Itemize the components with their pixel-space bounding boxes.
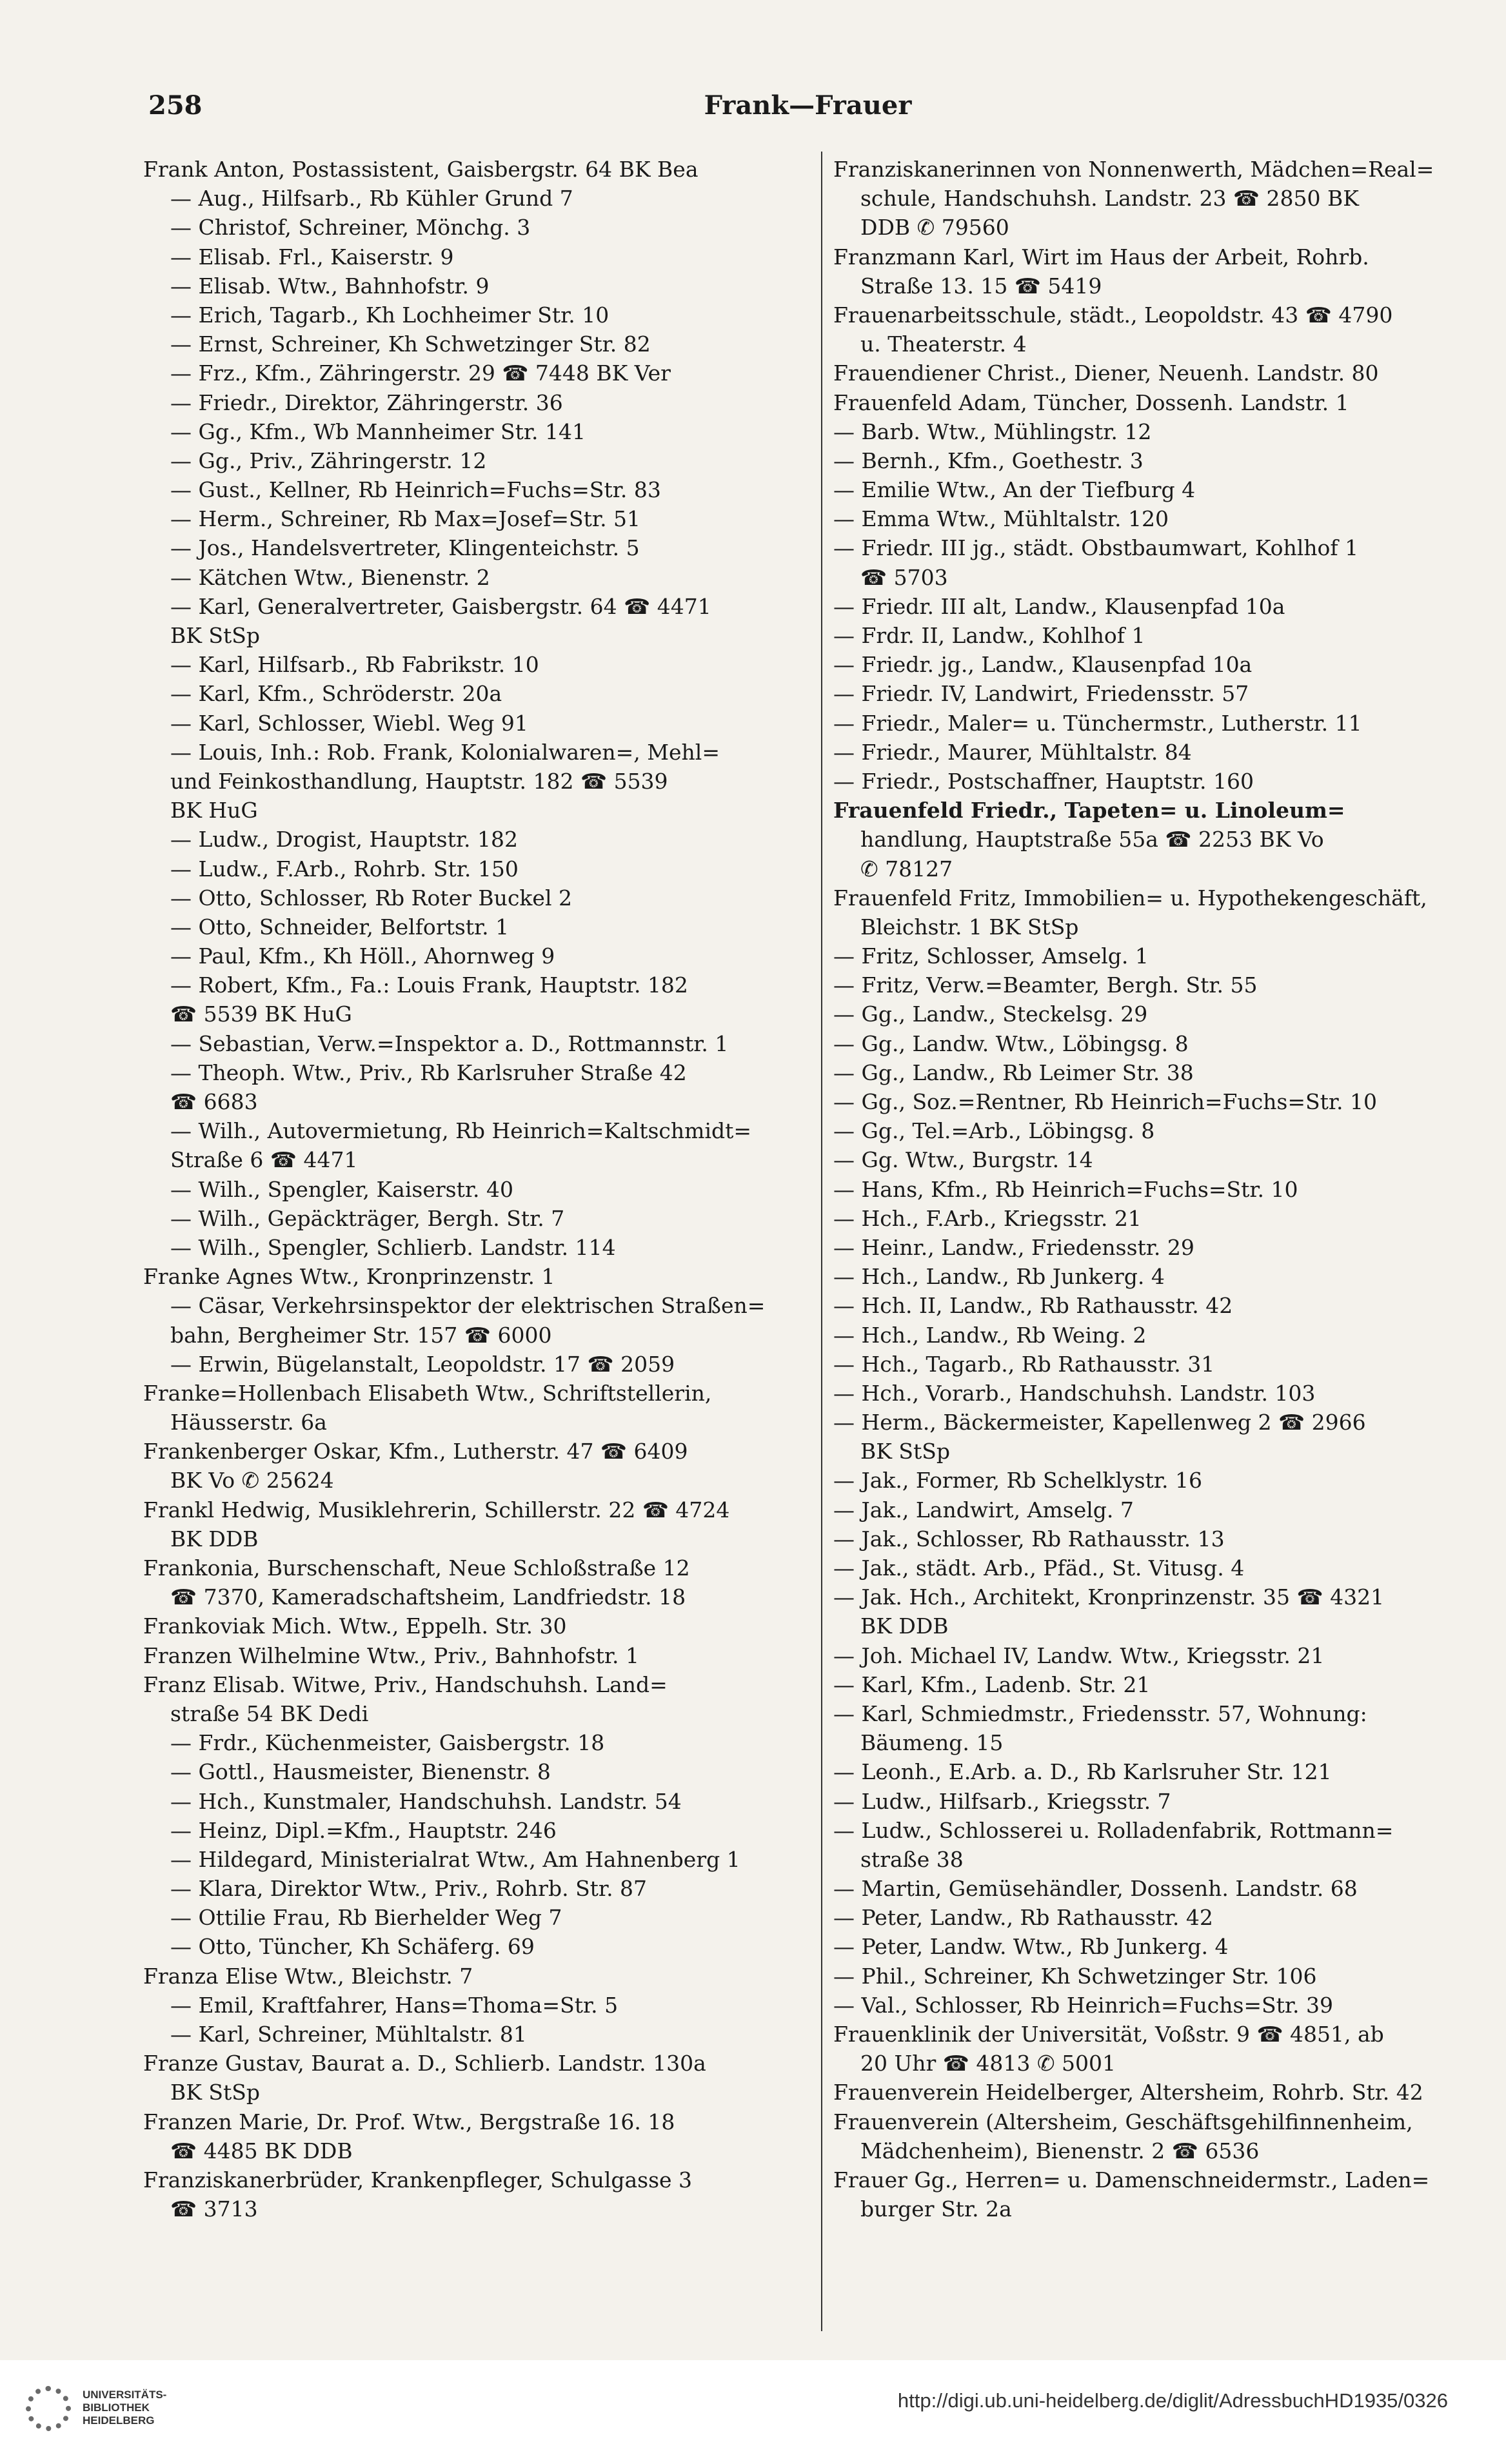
directory-entry-line: — Gust., Kellner, Rb Heinrich=Fuchs=Str. 83	[170, 477, 661, 503]
page-number: 258	[148, 90, 203, 121]
directory-entry-line: — Paul, Kfm., Kh Höll., Ahornweg 9	[170, 943, 555, 969]
directory-entry-line: Franzen Wilhelmine Wtw., Priv., Bahnhofstr. 1	[143, 1642, 639, 1668]
directory-entry-line: — Gg., Landw., Rb Leimer Str. 38	[833, 1060, 1194, 1085]
directory-entry-line: — Gg., Landw., Steckelsg. 29	[833, 1001, 1148, 1027]
directory-entry-line: — Louis, Inh.: Rob. Frank, Kolonialwaren=, Mehl=	[170, 739, 720, 765]
source-url-link[interactable]: http://digi.ub.uni-heidelberg.de/diglit/AdressbuchHD1935/0326	[897, 2389, 1448, 2412]
directory-entry-line: Frauendiener Christ., Diener, Neuenh. Landstr. 80	[833, 360, 1379, 386]
directory-entry-line: straße 54 BK Dedi	[170, 1700, 369, 1726]
directory-entry-line: — Jak., Schlosser, Rb Rathausstr. 13	[833, 1526, 1225, 1552]
directory-entry-line: Frankoviak Mich. Wtw., Eppelh. Str. 30	[143, 1613, 567, 1639]
directory-entry-line: — Elisab. Wtw., Bahnhofstr. 9	[170, 273, 490, 299]
directory-entry-line: — Heinz, Dipl.=Kfm., Hauptstr. 246	[170, 1817, 557, 1843]
directory-entry-line: Franzmann Karl, Wirt im Haus der Arbeit, Rohrb.	[833, 244, 1369, 270]
directory-entry-line: Frauenverein Heidelberger, Altersheim, Rohrb. Str. 42	[833, 2080, 1423, 2105]
directory-entry-line: — Fritz, Schlosser, Amselg. 1	[833, 943, 1149, 969]
directory-entry-line: — Karl, Kfm., Ladenb. Str. 21	[833, 1671, 1151, 1697]
directory-entry-line: — Karl, Schlosser, Wiebl. Weg 91	[170, 710, 528, 736]
directory-entry-line: Straße 13. 15 ☎ 5419	[860, 273, 1102, 299]
directory-entry-line: — Fritz, Verw.=Beamter, Bergh. Str. 55	[833, 972, 1258, 998]
directory-entry-line: — Jak. Hch., Architekt, Kronprinzenstr. 35 ☎ 4321	[833, 1584, 1385, 1610]
directory-entry-line: — Ludw., F.Arb., Rohrb. Str. 150	[170, 856, 519, 882]
directory-entry-line: schule, Handschuhsh. Landstr. 23 ☎ 2850 BK	[860, 186, 1359, 212]
directory-entry-line: — Gg., Landw. Wtw., Löbingsg. 8	[833, 1030, 1189, 1056]
directory-entry-line: — Sebastian, Verw.=Inspektor a. D., Rottmannstr. 1	[170, 1030, 729, 1056]
directory-entry-line: — Klara, Direktor Wtw., Priv., Rohrb. Str. 87	[170, 1876, 648, 1902]
directory-entry-line: ☎ 7370, Kameradschaftsheim, Landfriedstr. 18	[170, 1584, 686, 1610]
directory-entry-line: — Otto, Schneider, Belfortstr. 1	[170, 914, 510, 940]
directory-entry-line: — Christof, Schreiner, Mönchg. 3	[170, 215, 531, 241]
directory-entry-line: — Ludw., Schlosserei u. Rolladenfabrik, Rottmann=	[833, 1817, 1394, 1843]
directory-entry-line: — Jak., Landwirt, Amselg. 7	[833, 1497, 1134, 1523]
directory-entry-line: — Joh. Michael IV, Landw. Wtw., Kriegsstr. 21	[833, 1642, 1325, 1668]
directory-entry-line: — Emilie Wtw., An der Tiefburg 4	[833, 477, 1196, 503]
directory-entry-line: Frankl Hedwig, Musiklehrerin, Schillerstr. 22 ☎ 4724	[143, 1497, 730, 1523]
directory-entry-line: — Gg., Kfm., Wb Mannheimer Str. 141	[170, 419, 586, 444]
directory-entry-line: — Leonh., E.Arb. a. D., Rb Karlsruher Str. 121	[833, 1759, 1332, 1785]
directory-entry-line: — Elisab. Frl., Kaiserstr. 9	[170, 244, 454, 270]
directory-entry-line: Frauenklinik der Universität, Voßstr. 9 ☎ 4851, ab	[833, 2022, 1384, 2047]
directory-entry-line: — Gottl., Hausmeister, Bienenstr. 8	[170, 1759, 551, 1785]
directory-entry-line: — Hans, Kfm., Rb Heinrich=Fuchs=Str. 10	[833, 1176, 1298, 1202]
directory-entry-line: — Erich, Tagarb., Kh Lochheimer Str. 10	[170, 302, 609, 328]
directory-entry-line: Bleichstr. 1 BK StSp	[860, 914, 1079, 940]
left-column	[143, 155, 811, 2223]
directory-entry-line: BK DDB	[170, 1526, 259, 1552]
directory-entry-line: ☎ 6683	[170, 1089, 258, 1114]
library-logo-text	[83, 2389, 166, 2427]
directory-entry-line: — Aug., Hilfsarb., Rb Kühler Grund 7	[170, 186, 573, 212]
directory-entry-line: Franza Elise Wtw., Bleichstr. 7	[143, 1963, 473, 1989]
directory-entry-line: — Karl, Kfm., Schröderstr. 20a	[170, 681, 502, 707]
directory-entry-line: — Gg., Priv., Zähringerstr. 12	[170, 448, 487, 473]
directory-entry-line: Frauer Gg., Herren= u. Damenschneidermstr., Laden=	[833, 2167, 1430, 2193]
directory-entry-line: — Herm., Schreiner, Rb Max=Josef=Str. 51	[170, 506, 641, 532]
directory-entry-line: — Karl, Hilfsarb., Rb Fabrikstr. 10	[170, 652, 539, 678]
directory-entry-line: — Kätchen Wtw., Bienenstr. 2	[170, 564, 490, 590]
page-header	[148, 90, 1467, 129]
directory-entry-line: BK DDB	[860, 1613, 949, 1639]
directory-entry-line: Franz Elisab. Witwe, Priv., Handschuhsh. Land=	[143, 1671, 668, 1697]
directory-entry-line: — Gg., Soz.=Rentner, Rb Heinrich=Fuchs=Str. 10	[833, 1089, 1377, 1114]
directory-entry-line: — Hch., F.Arb., Kriegsstr. 21	[833, 1205, 1142, 1231]
directory-entry-line: Mädchenheim), Bienenstr. 2 ☎ 6536	[860, 2138, 1260, 2163]
directory-entry-line: — Cäsar, Verkehrsinspektor der elektrischen Straßen=	[170, 1293, 766, 1319]
directory-entry-line: Häusserstr. 6a	[170, 1410, 327, 1435]
directory-entry-line: — Ernst, Schreiner, Kh Schwetzinger Str. 82	[170, 331, 651, 357]
directory-entry-line: — Phil., Schreiner, Kh Schwetzinger Str. 106	[833, 1963, 1317, 1989]
directory-entry-line: — Wilh., Spengler, Schlierb. Landstr. 114	[170, 1234, 616, 1260]
directory-entry-line: handlung, Hauptstraße 55a ☎ 2253 BK Vo	[860, 827, 1324, 853]
logo-line: HEIDELBERG	[83, 2414, 155, 2427]
directory-entry-line: ☎ 4485 BK DDB	[170, 2138, 353, 2163]
directory-entry-line: — Herm., Bäckermeister, Kapellenweg 2 ☎ 2966	[833, 1410, 1366, 1435]
directory-entry-line: Franziskanerbrüder, Krankenpfleger, Schulgasse 3	[143, 2167, 693, 2193]
directory-entry-line: straße 38	[860, 1846, 964, 1872]
directory-entry-line: Bäumeng. 15	[860, 1730, 1004, 1756]
directory-entry-line: — Peter, Landw. Wtw., Rb Junkerg. 4	[833, 1934, 1229, 1960]
directory-entry-line: — Gg., Tel.=Arb., Löbingsg. 8	[833, 1118, 1155, 1144]
directory-entry-line: Frauenverein (Altersheim, Geschäftsgehilfinnenheim,	[833, 2109, 1413, 2134]
directory-entry-line: 20 Uhr ☎ 4813 ✆ 5001	[860, 2051, 1116, 2076]
directory-entry-line: — Karl, Schreiner, Mühltalstr. 81	[170, 2022, 527, 2047]
directory-entry-line: — Friedr., Maurer, Mühltalstr. 84	[833, 739, 1192, 765]
directory-entry-line: — Erwin, Bügelanstalt, Leopoldstr. 17 ☎ 2059	[170, 1351, 675, 1377]
directory-entry-line: — Otto, Tüncher, Kh Schäferg. 69	[170, 1934, 535, 1960]
directory-entry-line: DDB ✆ 79560	[860, 215, 1009, 241]
directory-entry-line: — Wilh., Spengler, Kaiserstr. 40	[170, 1176, 513, 1202]
directory-entry-line: BK Vo ✆ 25624	[170, 1468, 334, 1493]
directory-entry-line: Franke Agnes Wtw., Kronprinzenstr. 1	[143, 1264, 555, 1290]
directory-entry-line: bahn, Bergheimer Str. 157 ☎ 6000	[170, 1322, 552, 1348]
right-column	[833, 155, 1485, 2223]
directory-entry-line: — Barb. Wtw., Mühlingstr. 12	[833, 419, 1152, 444]
directory-entry-line: — Hch., Landw., Rb Junkerg. 4	[833, 1264, 1165, 1290]
directory-entry-line: Straße 6 ☎ 4471	[170, 1147, 358, 1173]
directory-entry-line: u. Theaterstr. 4	[860, 331, 1027, 357]
directory-entry-line: ☎ 5703	[860, 564, 948, 590]
directory-entry-line: — Frz., Kfm., Zähringerstr. 29 ☎ 7448 BK Ver	[170, 360, 671, 386]
directory-entry-line: ☎ 5539 BK HuG	[170, 1001, 352, 1027]
directory-entry-line: burger Str. 2a	[860, 2196, 1012, 2222]
directory-entry-line: — Hch., Vorarb., Handschuhsh. Landstr. 103	[833, 1380, 1316, 1406]
directory-entry-line: — Karl, Generalvertreter, Gaisbergstr. 64 ☎ 4471	[170, 593, 711, 619]
directory-entry-line: — Wilh., Autovermietung, Rb Heinrich=Kaltschmidt=	[170, 1118, 752, 1144]
directory-entry-line: — Friedr. IV, Landwirt, Friedensstr. 57	[833, 681, 1249, 707]
library-seal-icon	[26, 2386, 71, 2431]
directory-entry-line: BK StSp	[170, 623, 260, 648]
directory-entry-line: — Karl, Schmiedmstr., Friedensstr. 57, Wohnung:	[833, 1700, 1367, 1726]
directory-entry-line: Frauenfeld Friedr., Tapeten= u. Linoleum=	[833, 798, 1345, 823]
directory-entry-line: — Friedr. jg., Landw., Klausenpfad 10a	[833, 652, 1253, 678]
directory-entry-line: — Friedr. III jg., städt. Obstbaumwart, Kohlhof 1	[833, 535, 1359, 561]
directory-entry-line: — Theoph. Wtw., Priv., Rb Karlsruher Straße 42	[170, 1060, 687, 1085]
directory-entry-line: — Friedr. III alt, Landw., Klausenpfad 10a	[833, 593, 1285, 619]
directory-entry-line: — Robert, Kfm., Fa.: Louis Frank, Hauptstr. 182	[170, 972, 688, 998]
directory-entry-line: — Emil, Kraftfahrer, Hans=Thoma=Str. 5	[170, 1992, 619, 2018]
directory-entry-line: — Hildegard, Ministerialrat Wtw., Am Hahnenberg 1	[170, 1846, 740, 1872]
directory-entry-line: und Feinkosthandlung, Hauptstr. 182 ☎ 5539	[170, 768, 668, 794]
directory-entry-line: Frauenarbeitsschule, städt., Leopoldstr. 43 ☎ 4790	[833, 302, 1393, 328]
directory-entry-line: Franziskanerinnen von Nonnenwerth, Mädchen=Real=	[833, 157, 1434, 182]
directory-entry-line: Frauenfeld Fritz, Immobilien= u. Hypothekengeschäft,	[833, 885, 1427, 911]
directory-entry-line: Franze Gustav, Baurat a. D., Schlierb. Landstr. 130a	[143, 2051, 706, 2076]
directory-entry-line: BK StSp	[170, 2080, 260, 2105]
directory-entry-line: — Frdr., Küchenmeister, Gaisbergstr. 18	[170, 1730, 605, 1756]
directory-entry-line: — Friedr., Maler= u. Tünchermstr., Lutherstr. 11	[833, 710, 1362, 736]
logo-line: BIBLIOTHEK	[83, 2401, 150, 2414]
directory-entry-line: — Wilh., Gepäckträger, Bergh. Str. 7	[170, 1205, 565, 1231]
running-head: Frank—Frauer	[704, 90, 912, 121]
directory-entry-line: Frauenfeld Adam, Tüncher, Dossenh. Landstr. 1	[833, 389, 1349, 415]
directory-entry-line: Frank Anton, Postassistent, Gaisbergstr. 64 BK Bea	[143, 157, 699, 182]
directory-entry-line: — Martin, Gemüsehändler, Dossenh. Landstr. 68	[833, 1876, 1358, 1902]
directory-entry-line: — Peter, Landw., Rb Rathausstr. 42	[833, 1905, 1213, 1931]
directory-entry-line: — Friedr., Postschaffner, Hauptstr. 160	[833, 768, 1254, 794]
directory-entry-line: — Hch. II, Landw., Rb Rathausstr. 42	[833, 1293, 1233, 1319]
directory-entry-line: — Jak., städt. Arb., Pfäd., St. Vitusg. 4	[833, 1555, 1245, 1581]
directory-entry-line: — Gg. Wtw., Burgstr. 14	[833, 1147, 1093, 1173]
directory-entry-line: — Emma Wtw., Mühltalstr. 120	[833, 506, 1169, 532]
directory-entry-line: — Ottilie Frau, Rb Bierhelder Weg 7	[170, 1905, 562, 1931]
directory-entry-line: Franzen Marie, Dr. Prof. Wtw., Bergstraße 16. 18	[143, 2109, 675, 2134]
directory-entry-line: — Friedr., Direktor, Zähringerstr. 36	[170, 389, 563, 415]
directory-entry-line: — Ludw., Drogist, Hauptstr. 182	[170, 827, 518, 853]
library-logo	[26, 2380, 181, 2450]
directory-entry-line: BK StSp	[860, 1439, 950, 1464]
footer	[0, 2360, 1506, 2464]
directory-entry-line: — Hch., Tagarb., Rb Rathausstr. 31	[833, 1351, 1215, 1377]
directory-entry-line: — Ludw., Hilfsarb., Kriegsstr. 7	[833, 1788, 1171, 1814]
directory-entry-line: — Bernh., Kfm., Goethestr. 3	[833, 448, 1144, 473]
directory-entry-line: BK HuG	[170, 798, 258, 823]
directory-entry-line: Franke=Hollenbach Elisabeth Wtw., Schriftstellerin,	[143, 1380, 712, 1406]
directory-entry-line: — Jos., Handelsvertreter, Klingenteichstr. 5	[170, 535, 640, 561]
directory-entry-line: — Frdr. II, Landw., Kohlhof 1	[833, 623, 1145, 648]
directory-entry-line: — Otto, Schlosser, Rb Roter Buckel 2	[170, 885, 572, 911]
directory-entry-line: — Jak., Former, Rb Schelklystr. 16	[833, 1468, 1202, 1493]
directory-entry-line: ✆ 78127	[860, 856, 953, 882]
directory-entry-line: Frankenberger Oskar, Kfm., Lutherstr. 47 ☎ 6409	[143, 1439, 688, 1464]
column-divider	[821, 152, 822, 2331]
directory-entry-line: — Hch., Landw., Rb Weing. 2	[833, 1322, 1147, 1348]
directory-entry-line: Frankonia, Burschenschaft, Neue Schloßstraße 12	[143, 1555, 690, 1581]
directory-entry-line: ☎ 3713	[170, 2196, 258, 2222]
directory-entry-line: — Hch., Kunstmaler, Handschuhsh. Landstr. 54	[170, 1788, 682, 1814]
directory-entry-line: — Val., Schlosser, Rb Heinrich=Fuchs=Str. 39	[833, 1992, 1334, 2018]
logo-line: UNIVERSITÄTS-	[83, 2389, 167, 2401]
directory-entry-line: — Heinr., Landw., Friedensstr. 29	[833, 1234, 1194, 1260]
